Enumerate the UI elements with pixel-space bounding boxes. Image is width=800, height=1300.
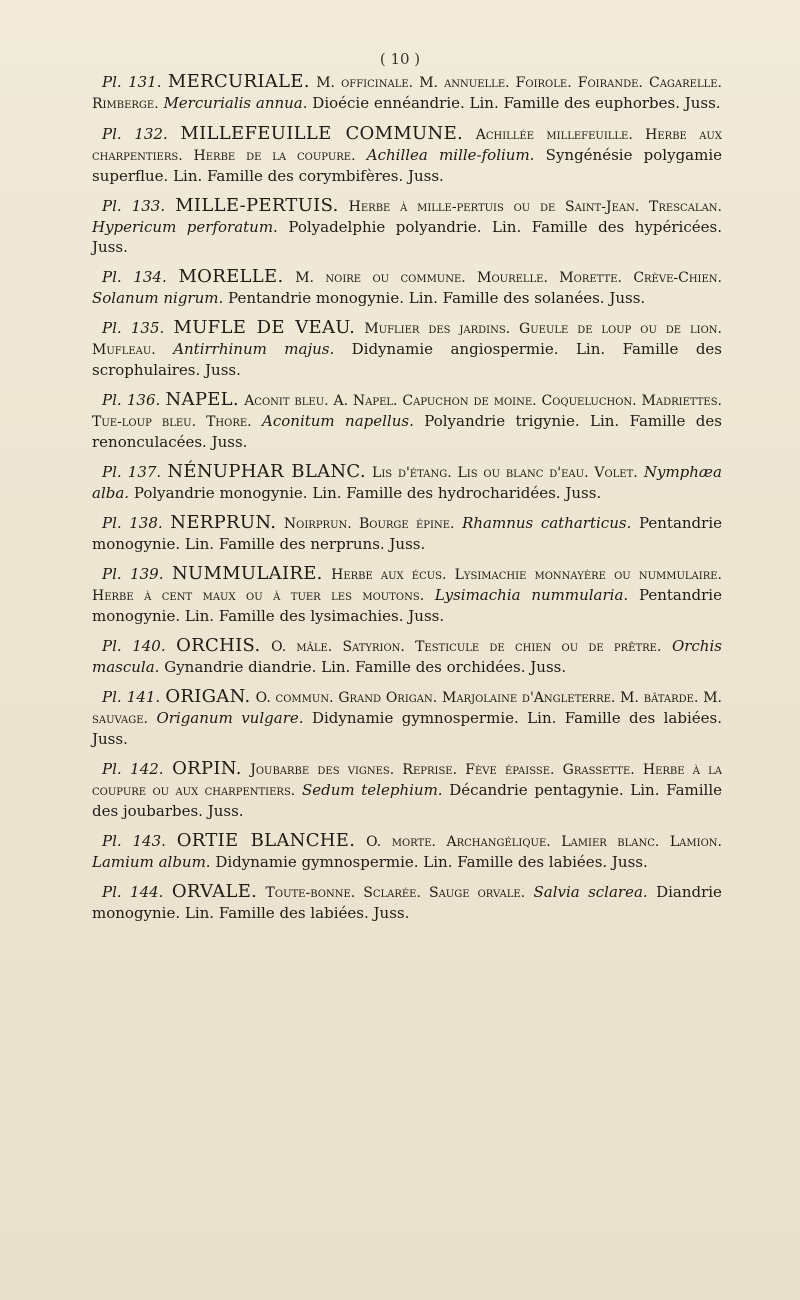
synonyms: Achillée millefeuille. Herbe aux charpentiers. Herbe de la coupure. (92, 127, 722, 164)
classification: Pentandrie monogynie. Lin. Famille des solanées. Juss. (228, 289, 646, 307)
classification: Dioécie ennéandrie. Lin. Famille des euphorbes. Juss. (312, 94, 721, 112)
synonyms: Aconit bleu. A. Napel. Capuchon de moine. Coqueluchon. Madriettes. Tue-loup bleu. Thore. (92, 393, 722, 430)
classification: Didynamie angiospermie. Lin. Famille des scrophulaires. Juss. (92, 340, 722, 379)
latin-name: Solanum nigrum. (92, 289, 224, 307)
plate-number: Pl. 143. (102, 832, 166, 850)
synonyms: Herbe aux écus. Lysimachie monnayère ou nummulaire. Herbe à cent maux ou à tuer les moutons. (92, 567, 722, 604)
plate-number: Pl. 131. (102, 73, 162, 91)
latin-name: Sedum telephium. (301, 781, 443, 799)
plant-name: NUMMULAIRE. (171, 563, 323, 584)
synonyms: M. officinale. M. annuelle. Foirole. Foirande. Cagarelle. Rimberge. (92, 75, 722, 112)
entry (92, 759, 722, 821)
latin-name: Achillea mille-folium. (366, 146, 535, 164)
plate-number: Pl. 136. (102, 391, 161, 409)
classification: Pentandrie monogynie. Lin. Famille des lysimachies. Juss. (92, 586, 722, 625)
latin-name: Salvia sclarea. (533, 883, 648, 901)
entry (92, 513, 722, 554)
plate-number: Pl. 144. (102, 883, 164, 901)
plate-number: Pl. 132. (102, 125, 168, 143)
synonyms: O. commun. Grand Origan. Marjolaine d'Angleterre. M. bâtarde. M. sauvage. (92, 690, 722, 727)
plate-number: Pl. 141. (102, 688, 161, 706)
synonyms: Lis d'étang. Lis ou blanc d'eau. Volet. (372, 465, 638, 481)
classification: Gynandrie diandrie. Lin. Famille des orchidées. Juss. (164, 658, 567, 676)
synonyms: Joubarbe des vignes. Reprise. Fève épaisse. Grassette. Herbe à la coupure ou aux charpentiers. (92, 762, 722, 799)
plant-name: ORIGAN. (165, 686, 251, 707)
latin-name: Aconitum napellus. (262, 412, 414, 430)
plant-name: ORTIE BLANCHE. (176, 830, 356, 851)
latin-name: Origanum vulgare. (156, 709, 304, 727)
entry (92, 267, 722, 308)
plate-number: Pl. 134. (102, 268, 167, 286)
latin-name: Antirrhinum majus. (173, 340, 335, 358)
plant-name: ORPIN. (172, 758, 242, 779)
plate-number: Pl. 140. (102, 637, 166, 655)
plant-name: MORELLE. (178, 266, 284, 287)
plate-number: Pl. 138. (102, 514, 163, 532)
classification: Diandrie monogynie. Lin. Famille des labiées. Juss. (92, 883, 722, 922)
entry (92, 196, 722, 257)
classification: Polyandrie trigynie. Lin. Famille des renonculacées. Juss. (92, 412, 722, 451)
entry (92, 390, 722, 452)
classification: Didynamie gymnospermie. Lin. Famille des labiées. Juss. (215, 853, 648, 871)
page-number: ( 10 ) (379, 50, 421, 68)
synonyms: Toute-bonne. Sclarée. Sauge orvale. (265, 885, 526, 901)
plant-name: MILLEFEUILLE COMMUNE. (180, 123, 464, 144)
entry (92, 564, 722, 626)
latin-name: Mercurialis annua. (163, 94, 308, 112)
plate-number: Pl. 135. (102, 319, 165, 337)
latin-name: Rhamnus catharticus. (462, 514, 632, 532)
synonyms: Muflier des jardins. Gueule de loup ou de lion. Mufleau. (92, 321, 722, 358)
entry (92, 72, 722, 114)
plant-entries (92, 72, 722, 933)
plate-number: Pl. 142. (102, 760, 164, 778)
latin-name: Orchis mascula. (92, 637, 722, 676)
plant-name: ORVALE. (171, 881, 258, 902)
classification: Pentandrie monogynie. Lin. Famille des nerpruns. Juss. (92, 514, 722, 553)
plant-name: MILLE-PERTUIS. (175, 195, 339, 216)
latin-name: Lamium album. (92, 853, 211, 871)
synonyms: Noirprun. Bourge épine. (283, 516, 455, 532)
latin-name: Nymphæa alba. (92, 463, 722, 502)
entry (92, 318, 722, 380)
plant-name: MUFLE DE VEAU. (173, 317, 356, 338)
synonyms: Herbe à mille-pertuis ou de Saint-Jean. Trescalan. (348, 199, 722, 215)
classification: Polyandrie monogynie. Lin. Famille des hydrocharidées. Juss. (133, 484, 602, 502)
entry (92, 462, 722, 503)
classification: Didynamie gymnospermie. Lin. Famille des labiées. Juss. (92, 709, 722, 748)
entry (92, 124, 722, 186)
classification: Syngénésie polygamie superflue. Lin. Famille des corymbifères. Juss. (92, 146, 723, 185)
plate-number: Pl. 139. (102, 565, 164, 583)
entry (92, 882, 722, 923)
plant-name: ORCHIS. (176, 635, 261, 656)
entry (92, 636, 722, 677)
plate-number: Pl. 137. (102, 463, 162, 481)
classification: Polyadelphie polyandrie. Lin. Famille des hypéricées. Juss. (92, 218, 722, 256)
classification: Décandrie pentagynie. Lin. Famille des joubarbes. Juss. (92, 781, 723, 820)
plant-name: NAPEL. (165, 389, 239, 410)
plant-name: NÉNUPHAR BLANC. (167, 461, 366, 482)
synonyms: O. mâle. Satyrion. Testicule de chien ou de prêtre. (271, 639, 662, 655)
plate-number: Pl. 133. (102, 197, 166, 215)
latin-name: Hypericum perforatum. (92, 218, 278, 236)
synonyms: M. noire ou commune. Mourelle. Morette. Crève-Chien. (295, 270, 722, 286)
plant-name: MERCURIALE. (167, 71, 310, 92)
latin-name: Lysimachia nummularia. (434, 586, 629, 604)
entry (92, 687, 722, 749)
plant-name: NERPRUN. (170, 512, 277, 533)
synonyms: O. morte. Archangélique. Lamier blanc. Lamion. (366, 834, 722, 850)
entry (92, 831, 722, 872)
